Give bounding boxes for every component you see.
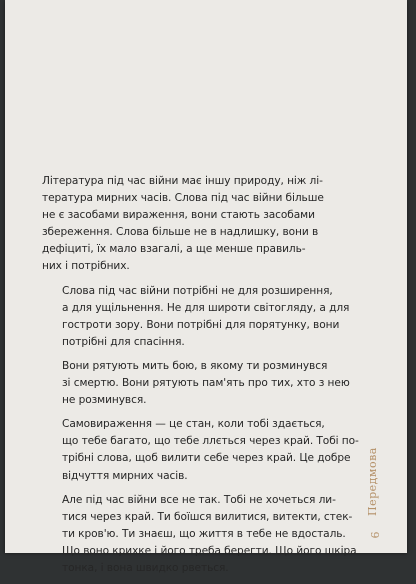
- body-text: [42, 173, 367, 584]
- text-line: а для ущільнення. Не для широти світогляду, а для: [62, 301, 350, 314]
- paragraph-3: [42, 358, 367, 409]
- paragraph-2: [42, 283, 367, 351]
- text-line: зі смертю. Вони рятують пам'ять про тих, хто з нею: [62, 377, 350, 390]
- text-line: Але під час війни все не так. Тобі не хочеться ли-: [62, 493, 336, 506]
- text-line: трібні слова, щоб вилити себе через край. Це добре: [62, 452, 351, 465]
- paragraph-4: [42, 416, 367, 484]
- text-line: Самовираження — це стан, коли тобі здається,: [62, 418, 325, 431]
- text-line: ти кров'ю. Ти знаєш, що життя в тебе не вдосталь.: [62, 527, 346, 540]
- paragraph-5: [42, 492, 367, 577]
- book-page: [5, 0, 407, 574]
- text-line: що тебе багато, що тебе ллється через край. Тобі по-: [62, 435, 359, 448]
- running-head: Передмова: [366, 447, 379, 516]
- paragraph-1: [42, 173, 367, 276]
- text-line: тися через край. Ти боїшся вилитися, витекти, стек-: [62, 510, 353, 523]
- text-line: гостроти зору. Вони потрібні для порятунку, вони: [62, 318, 340, 331]
- text-line: тонка, і вона швидко рветься.: [62, 561, 229, 574]
- text-line: Що воно крихке і його треба берегти. Що його шкіра: [62, 544, 357, 557]
- text-line: відчуття мирних часів.: [62, 469, 188, 482]
- text-line: Слова під час війни потрібні не для розширення,: [62, 284, 333, 297]
- text-line: них і потрібних.: [42, 260, 130, 273]
- text-line: Література під час війни має іншу природу, ніж лі-: [42, 175, 323, 187]
- page-number: 9: [368, 531, 381, 539]
- text-line: не розминувся.: [62, 394, 147, 407]
- text-line: не є засобами вираження, вони стають засобами: [42, 209, 315, 222]
- text-line: тература мирних часів. Слова під час війни більше: [42, 192, 324, 205]
- text-line: дефіциті, їх мало взагалі, а ще менше правиль-: [42, 243, 306, 256]
- text-line: потрібні для спасіння.: [62, 335, 185, 348]
- text-line: Вони рятують мить бою, в якому ти розминувся: [62, 359, 328, 372]
- text-line: збереження. Слова більше не в надлишку, вони в: [42, 226, 319, 239]
